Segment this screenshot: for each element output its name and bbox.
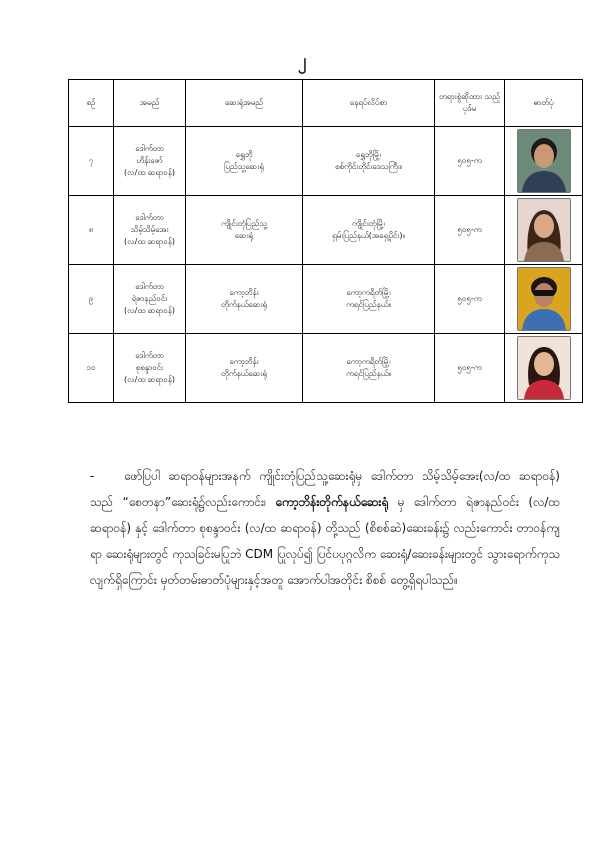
personnel-table bbox=[68, 79, 583, 403]
hospital-line: တိုက်နယ်ဆေးရုံ bbox=[221, 369, 267, 378]
row-address bbox=[303, 196, 435, 265]
dash-marker: - bbox=[90, 469, 95, 483]
row-number: ၇ bbox=[69, 127, 114, 196]
address-line: စစ်ကိုင်းတိုင်းဒေသကြီး။ bbox=[334, 162, 403, 171]
portrait-image bbox=[518, 268, 570, 330]
row-section: ၅၀၅-က bbox=[435, 196, 505, 265]
table-row bbox=[69, 196, 583, 265]
name-role: (လ/ထ ဆရာဝန်) bbox=[124, 375, 175, 384]
person-photo bbox=[517, 129, 571, 193]
name-value: သိမ့်သိမ့်အေး bbox=[130, 225, 169, 234]
row-name bbox=[114, 265, 186, 334]
header-address: နေရပ်လိပ်စာ bbox=[303, 80, 435, 127]
address-line: ရွှေဘိုမြို့၊ bbox=[355, 150, 382, 159]
address-line: ကရင်ပြည်နယ်။ bbox=[346, 300, 391, 309]
address-line: ကျိုင်းတုံမြို့၊ bbox=[352, 219, 385, 228]
row-name bbox=[114, 127, 186, 196]
paragraph-text-2: မှ ဒေါက်တာ ရဲဇာနည်ဝင်း (လ/ထ ဆရာဝန်) နှင့် ဒေါက်တာ စုစန္ဒာဝင်း (လ/ထ ဆရာဝန်) တို့သည် (စိစစ်ဆဲ)ဆေးခန်း၌ လည်းကောင်း တာဝန်ကျရာ ဆေးရုံများတွင် ကုသခြင်းမပြုဘဲ CDM ပြုလုပ်၍ ပြင်ပပုဂ္ဂလိက ဆေးရုံ/ဆေးခန်းများတွင် သွားရောက်ကုသလျက်ရှိကြောင်း မှတ်တမ်းဓာတ်ပုံများနှင့်အတူ အောက်ပါအတိုင်း စိစစ် တွေ့ရှိရပါသည်။ bbox=[90, 495, 560, 587]
row-hospital bbox=[186, 265, 303, 334]
row-name bbox=[114, 196, 186, 265]
name-role: (လ/ထ ဆရာဝန်) bbox=[124, 306, 175, 315]
row-number: ၉ bbox=[69, 265, 114, 334]
row-hospital bbox=[186, 127, 303, 196]
name-role: (လ/ထ ဆရာဝန်) bbox=[124, 168, 175, 177]
row-photo-cell bbox=[505, 127, 583, 196]
header-hospital: ဆေးရုံအမည် bbox=[186, 80, 303, 127]
person-photo bbox=[517, 267, 571, 331]
portrait-image bbox=[518, 199, 570, 261]
hospital-line: ကော့ဘိန်း bbox=[229, 357, 259, 366]
person-photo bbox=[517, 198, 571, 262]
portrait-image bbox=[518, 337, 570, 399]
row-hospital bbox=[186, 196, 303, 265]
row-address bbox=[303, 265, 435, 334]
table-row bbox=[69, 127, 583, 196]
hospital-line: ရွှေဘို bbox=[235, 150, 253, 159]
row-section: ၅၀၅-က bbox=[435, 127, 505, 196]
hospital-line: တိုက်နယ်ဆေးရုံ bbox=[221, 300, 267, 309]
row-number: ၈ bbox=[69, 196, 114, 265]
sunglasses-icon bbox=[533, 290, 555, 296]
address-line: ရှမ်းပြည်နယ်(အရှေ့ပိုင်း)။ bbox=[332, 231, 405, 240]
table-row bbox=[69, 265, 583, 334]
address-line: ကရင်ပြည်နယ်။ bbox=[346, 369, 391, 378]
portrait-image bbox=[518, 130, 570, 192]
header-section: တရားစွဲဆိုထား သည့်ပုဒ်မ bbox=[435, 80, 505, 127]
hospital-line: ဆေးရုံ bbox=[234, 231, 254, 240]
row-section: ၅၀၅-က bbox=[435, 334, 505, 403]
hospital-line: ကျိုင်းတုံပြည်သူ့ bbox=[221, 219, 267, 228]
hospital-line: ပြည်သူ့ဆေးရုံ bbox=[224, 162, 264, 171]
header-photo: ဓာတ်ပုံ bbox=[505, 80, 583, 127]
name-value: ဟိန်းဇော် bbox=[136, 156, 163, 165]
hospital-line: ကော့ဘိန်း bbox=[229, 288, 259, 297]
row-photo-cell bbox=[505, 196, 583, 265]
paragraph-text-1: ဖော်ပြပါ ဆရာဝန်များအနက် ကျိုင်းတုံပြည်သူ့ဆေးရုံမှ ဒေါက်တာ သိမ့်သိမ့်အေး(လ/ထ ဆရာဝန်) သည် “စေတနာ”ဆေးရုံ၌လည်းကောင်း၊ bbox=[90, 469, 560, 509]
page-number: ၂ bbox=[297, 51, 307, 71]
table-row bbox=[69, 334, 583, 403]
paragraph-bold-hospital: ကော့ဘိန်းတိုက်နယ်ဆေးရုံ bbox=[275, 495, 389, 509]
table-header-row bbox=[69, 80, 583, 127]
row-address bbox=[303, 127, 435, 196]
person-photo bbox=[517, 336, 571, 400]
name-title: ဒေါက်တာ bbox=[135, 351, 164, 360]
name-title: ဒေါက်တာ bbox=[135, 144, 164, 153]
name-title: ဒေါက်တာ bbox=[135, 282, 164, 291]
header-no: စဉ် bbox=[69, 80, 114, 127]
row-hospital bbox=[186, 334, 303, 403]
row-photo-cell bbox=[505, 265, 583, 334]
row-section: ၅၀၅-က bbox=[435, 265, 505, 334]
header-name: အမည် bbox=[114, 80, 186, 127]
body-paragraph bbox=[90, 463, 560, 593]
address-line: ကော့ကရိတ်မြို့၊ bbox=[346, 357, 391, 366]
row-photo-cell bbox=[505, 334, 583, 403]
address-line: ကော့ကရိတ်မြို့၊ bbox=[346, 288, 391, 297]
row-name bbox=[114, 334, 186, 403]
name-title: ဒေါက်တာ bbox=[135, 213, 164, 222]
row-address bbox=[303, 334, 435, 403]
row-number: ၁၀ bbox=[69, 334, 114, 403]
name-value: စုစန္ဒာဝင်း bbox=[135, 363, 164, 372]
name-role: (လ/ထ ဆရာဝန်) bbox=[124, 237, 175, 246]
name-value: ရဲဇာနည်ဝင်း bbox=[131, 294, 168, 303]
